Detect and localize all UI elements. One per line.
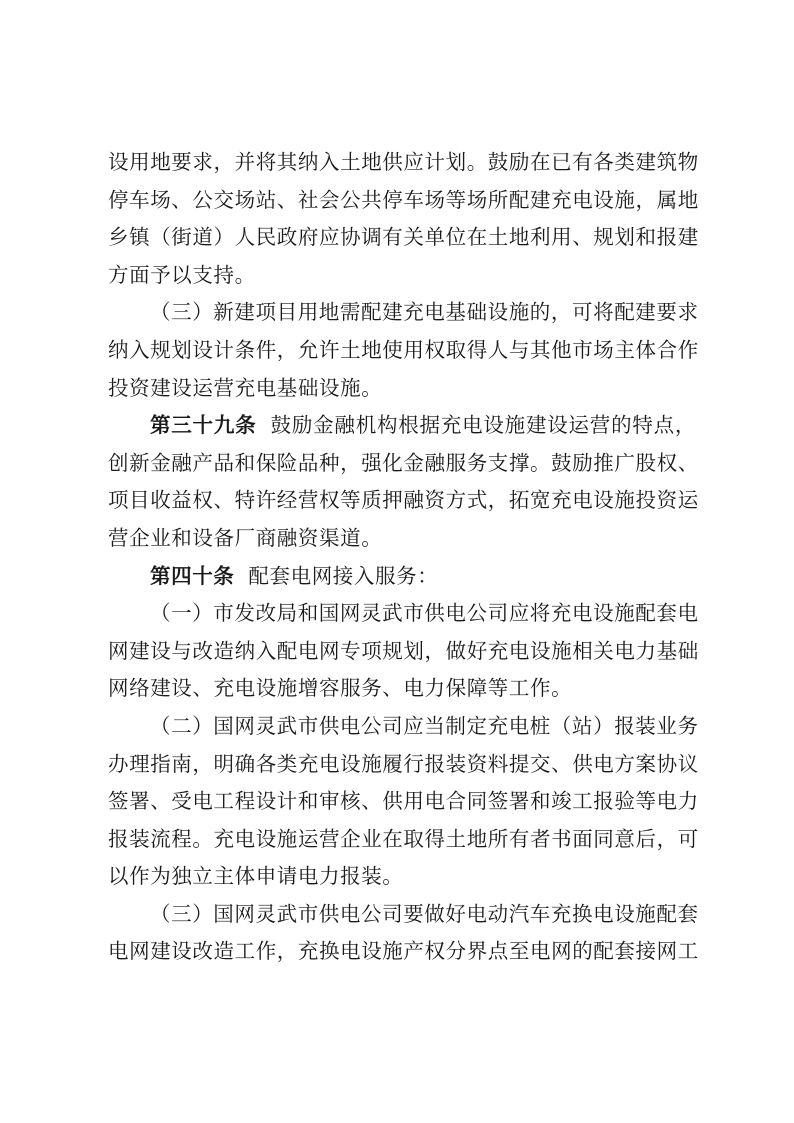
article-heading: 第三十九条	[150, 413, 257, 438]
text-line: 设用地要求，并将其纳入土地供应计划。鼓励在已有各类建筑物	[108, 150, 699, 174]
text-line: 投资建设运营充电基础设施。	[108, 375, 383, 400]
paragraph	[108, 896, 699, 971]
paragraph	[108, 294, 699, 407]
text-line: 项目收益权、特许经营权等质押融资方式，拓宽充电设施投资运	[108, 488, 699, 513]
text-line: 签署、受电工程设计和审核、供用电合同签署和竣工报验等电力	[108, 789, 699, 814]
text-line: 电网建设改造工作，充换电设施产权分界点至电网的配套接网工	[108, 939, 699, 964]
paragraph	[108, 708, 699, 896]
text-line	[108, 558, 696, 596]
text-line: 以作为独立主体申请电力报装。	[108, 864, 404, 889]
article-text: 鼓励金融机构根据充电设施建设运营的特点，	[270, 413, 697, 438]
paragraph	[108, 144, 699, 294]
text-line: 创新金融产品和保险品种，强化金融服务支撑。鼓励推广股权、	[108, 450, 699, 475]
article-text: 配套电网接入服务：	[248, 563, 439, 588]
text-line: （二）国网灵武市供电公司应当制定充电桩（站）报装业务	[150, 713, 699, 738]
article-40	[108, 558, 696, 596]
paragraph	[108, 595, 699, 708]
text-line: 乡镇（街道）人民政府应协调有关单位在土地利用、规划和报建	[108, 225, 699, 250]
text-line: （三）新建项目用地需配建充电基础设施的，可将配建要求	[150, 300, 699, 325]
text-line: （三）国网灵武市供电公司要做好电动汽车充换电设施配套	[150, 901, 699, 926]
article-heading: 第四十条	[150, 563, 235, 588]
text-line: 办理指南，明确各类充电设施履行报装资料提交、供电方案协议	[108, 751, 699, 776]
text-line	[108, 407, 696, 445]
text-line: 报装流程。充电设施运营企业在取得土地所有者书面同意后，可	[108, 826, 699, 851]
text-line: 营企业和设备厂商融资渠道。	[108, 525, 383, 550]
text-line: 网建设与改造纳入配电网专项规划，做好充电设施相关电力基础	[108, 638, 699, 663]
text-line: 网络建设、充电设施增容服务、电力保障等工作。	[108, 676, 573, 701]
text-line: （一）市发改局和国网灵武市供电公司应将充电设施配套电	[150, 601, 699, 626]
article-39	[108, 407, 699, 557]
text-line: 纳入规划设计条件，允许土地使用权取得人与其他市场主体合作	[108, 337, 699, 362]
text-line: 方面予以支持。	[108, 262, 256, 287]
text-line: 停车场、公交场站、社会公共停车场等场所配建充电设施，属地	[108, 187, 699, 212]
